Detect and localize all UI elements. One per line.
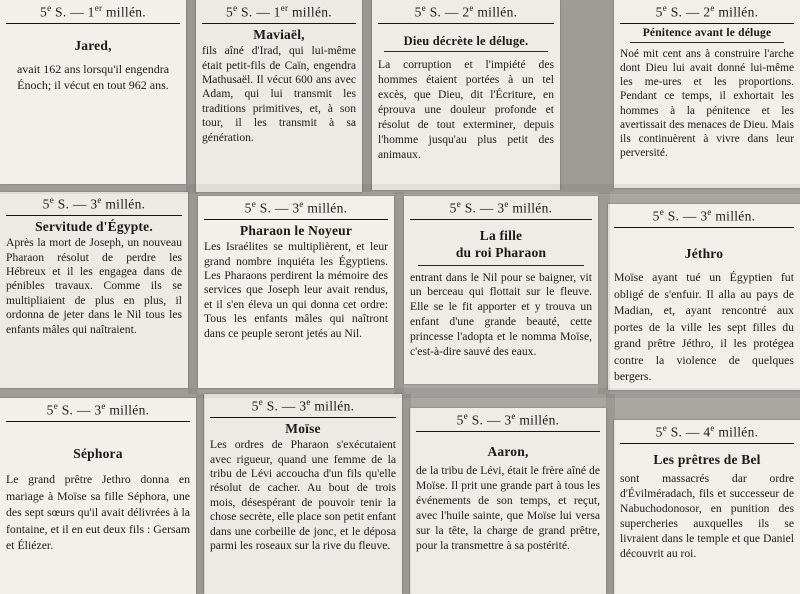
card-title: Moïse — [285, 420, 321, 436]
header-millennium-ordinal: e — [511, 411, 516, 421]
card-title: Jéthro — [684, 245, 724, 261]
header-millennium-label: millén. — [515, 412, 560, 428]
card-servitude — [0, 192, 188, 388]
card-title: Servitude d'Égypte. — [35, 218, 153, 234]
header-century-number: 5 — [40, 4, 48, 20]
card-header — [410, 199, 592, 218]
header-millennium-ordinal: er — [280, 3, 289, 13]
card-body: Les ordres de Pharaon s'exécutaient avec rigueur, quand une femme de la tribu de Lévi accoucha d'un fils qu'elle résolut de cacher. Au bout de trois mois, désespérant de pouvoir tenir la chose secrète, elle place son petit enfant dans une corbeille de jonc, et le déposa parmi les roseaux sur la rive du fleuve. — [210, 438, 396, 553]
header-separator: S. — 3 — [58, 402, 102, 418]
divider-secondary — [418, 265, 584, 266]
header-millennium-label: millén. — [102, 4, 146, 20]
header-separator: S. — 3 — [256, 200, 300, 216]
card-maviael — [196, 0, 362, 192]
card-penitence — [614, 0, 800, 188]
card-seam — [394, 192, 404, 394]
header-century-ordinal: e — [662, 423, 668, 433]
divider — [620, 443, 794, 444]
card-body: Les Israélites se multiplièrent, et leur grand nombre inquiéta les Égyptiens. Les Pharaons perdirent la mémoire des services que Joseph leur avait rendus, et il s'en éleva un qui donna cet ordre: Tous les enfants mâles qui naîtront dans ce peuple seront jetés au Nil. — [204, 240, 388, 340]
divider-secondary — [630, 42, 784, 43]
header-century-number: 5 — [42, 196, 50, 212]
card-header — [6, 195, 182, 214]
card-seam — [598, 192, 610, 394]
header-millennium-ordinal: e — [101, 401, 106, 411]
header-century-ordinal: e — [233, 3, 238, 13]
divider — [378, 23, 554, 24]
card-body: avait 162 ans lorsqu'il engendra Énoch; il vécut en tout 962 ans. — [16, 62, 170, 93]
card-sephora — [0, 398, 196, 594]
header-century-ordinal: e — [53, 401, 59, 411]
card-jared — [0, 0, 186, 184]
header-separator: S. — 3 — [461, 200, 505, 216]
header-century-number: 5 — [226, 4, 234, 20]
card-seam — [560, 0, 614, 192]
header-millennium-label: millén. — [508, 200, 553, 216]
card-header — [202, 3, 356, 22]
card-pretres-bel — [614, 420, 800, 594]
header-century-ordinal: e — [251, 199, 257, 209]
header-millennium-label: millén. — [310, 398, 355, 414]
header-millennium-ordinal: e — [504, 199, 509, 209]
card-body: Après la mort de Joseph, un nouveau Pharaon résolut de perdre les Hébreux et il les engagea dans de pénibles travaux. Comme ils se multipliaient de plus en plus, il ordonna de jeter dans le Nil tous les enfants mâles qui naîtraient. — [6, 236, 182, 336]
divider — [204, 219, 388, 220]
card-header — [6, 3, 180, 22]
card-title: Aaron, — [487, 443, 529, 459]
header-millennium-ordinal: e — [97, 195, 102, 205]
header-century-number: 5 — [244, 200, 252, 216]
header-separator: S. — 1 — [237, 4, 281, 20]
divider — [620, 23, 794, 24]
header-century-number: 5 — [652, 208, 660, 224]
card-title: Pharaon le Noyeur — [239, 222, 353, 238]
card-body: La corruption et l'impiété des hommes étaient portées à un tel excès, que Dieu, dit l'Écriture, en éprouva une douleur profonde et résolut de tout exterminer, depuis l'homme jusqu'au plus petit des animaux. — [378, 57, 554, 162]
header-separator: S. — 1 — [51, 4, 95, 20]
card-header — [378, 3, 554, 22]
card-body: Moïse ayant tué un Égyptien fut obligé de s'enfuir. Il alla au pays de Madian, et, ayant rencontré aux portes de la ville les sept filles du grand prêtre Jéthro, il les protégea contre la violence de quelques bergers. — [614, 270, 794, 384]
card-aaron — [410, 408, 606, 594]
header-century-ordinal: e — [659, 207, 665, 217]
header-millennium-label: millén. — [303, 200, 348, 216]
header-century-number: 5 — [46, 402, 54, 418]
divider — [6, 23, 180, 24]
header-century-number: 5 — [414, 4, 422, 20]
header-millennium-ordinal: e — [710, 423, 715, 433]
card-deluge — [372, 0, 560, 190]
card-pharaon-noyeur — [198, 196, 394, 388]
divider — [6, 421, 190, 422]
card-body: de la tribu de Lévi, était le frère aîné de Moïse. Il prit une grande part à tous les événements de son temps, et reçut, avec l'huile sainte, que Moïse lui versa sur la tête, la charge de grand prêtre, pour la transmettre à sa postérité. — [416, 464, 600, 553]
header-century-ordinal: e — [49, 195, 55, 205]
header-century-ordinal: e — [421, 3, 427, 13]
header-millennium-ordinal: e — [710, 3, 715, 13]
card-jethro — [608, 204, 800, 390]
header-millennium-label: millén. — [473, 4, 518, 20]
divider — [416, 431, 600, 432]
card-title: Séphora — [73, 445, 123, 461]
header-millennium-ordinal: e — [299, 199, 304, 209]
header-separator: S. — 2 — [426, 4, 470, 20]
header-century-number: 5 — [456, 412, 464, 428]
header-millennium-ordinal: er — [94, 3, 103, 13]
header-millennium-ordinal: e — [707, 207, 712, 217]
card-title-line2: du roi Pharaon — [455, 245, 547, 261]
header-separator: S. — 2 — [667, 4, 711, 20]
card-seam — [402, 394, 411, 594]
divider — [614, 227, 794, 228]
card-seam — [362, 0, 372, 192]
header-millennium-label: millén. — [711, 208, 756, 224]
header-century-number: 5 — [655, 4, 663, 20]
card-body: entrant dans le Nil pour se baigner, vit un berceau qui flottait sur le fleuve. Elle se le fit apporter et y trouva un enfant d'une grande beauté, cette princesse l'adopta et le nomma Moïse, c'est-à-dire sauvé des eaux. — [410, 270, 592, 358]
header-millennium-label: millén. — [288, 4, 332, 20]
header-millennium-label: millén. — [714, 424, 759, 440]
card-title: Dieu décrète le déluge. — [403, 33, 529, 48]
card-title: Pénitence avant le déluge — [642, 26, 772, 39]
card-seam — [606, 394, 615, 594]
divider — [202, 23, 356, 24]
header-separator: S. — 4 — [667, 424, 711, 440]
header-separator: S. — 3 — [468, 412, 512, 428]
header-millennium-label: millén. — [101, 196, 146, 212]
divider — [210, 417, 396, 418]
header-century-ordinal: e — [463, 411, 469, 421]
header-century-ordinal: e — [662, 3, 668, 13]
card-moise — [204, 394, 402, 594]
card-header — [620, 3, 794, 22]
card-title: Jared, — [74, 37, 112, 53]
divider — [410, 219, 592, 220]
header-separator: S. — 3 — [263, 398, 307, 414]
header-century-number: 5 — [655, 424, 663, 440]
header-separator: S. — 3 — [664, 208, 708, 224]
header-century-ordinal: e — [258, 397, 264, 407]
card-seam — [186, 0, 196, 192]
header-millennium-label: millén. — [105, 402, 150, 418]
card-fille-pharaon — [404, 196, 598, 384]
card-title: Maviaël, — [253, 26, 305, 42]
header-millennium-ordinal: e — [469, 3, 474, 13]
header-century-ordinal: e — [456, 199, 462, 209]
card-title-line1: La fille — [479, 227, 523, 243]
card-body: Le grand prêtre Jethro donna en mariage à Moïse sa fille Séphora, une des sept sœurs qu'il avait délivrées à la fontaine, et il en eut deux fils : Gersam et Éliézer. — [6, 472, 190, 553]
header-separator: S. — 3 — [54, 196, 98, 212]
card-seam-row — [0, 388, 800, 398]
card-seam — [188, 192, 198, 394]
header-millennium-label: millén. — [714, 4, 759, 20]
card-header — [210, 397, 396, 416]
header-century-number: 5 — [449, 200, 457, 216]
divider-secondary — [384, 51, 548, 52]
header-century-ordinal: e — [47, 3, 52, 13]
card-body: sont massacrés dar ordre d'Évilméradach, fils et successeur de Nabuchodonosor, en punition des supercheries auxquelles ils se livraient dans le temple et que Daniel découvrit au roi. — [620, 472, 794, 561]
card-header — [416, 411, 600, 430]
card-header — [620, 423, 794, 442]
card-title: Les prêtres de Bel — [653, 451, 761, 467]
card-header — [204, 199, 388, 218]
card-body: fils aîné d'Irad, qui lui-même était petit-fils de Caïn, engendra Mathusaël. Il vécut 600 ans avec Adam, qui lui transmit les traditions primitives, et, à son tour, il les transmit à sa génération. — [202, 44, 356, 144]
divider — [6, 215, 182, 216]
card-header — [614, 207, 794, 226]
card-seam — [196, 394, 205, 594]
card-header — [6, 401, 190, 420]
header-century-number: 5 — [251, 398, 259, 414]
header-millennium-ordinal: e — [306, 397, 311, 407]
card-body: Noé mit cent ans à construire l'arche dont Dieu lui avait donné lui-même les me-ures et les proportions. Pendant ce temps, il exhortait les hommes à la pénitence et les avertissait des menaces de Dieu. Mais ils continuèrent à vivre dans leur perversité. — [620, 47, 794, 160]
